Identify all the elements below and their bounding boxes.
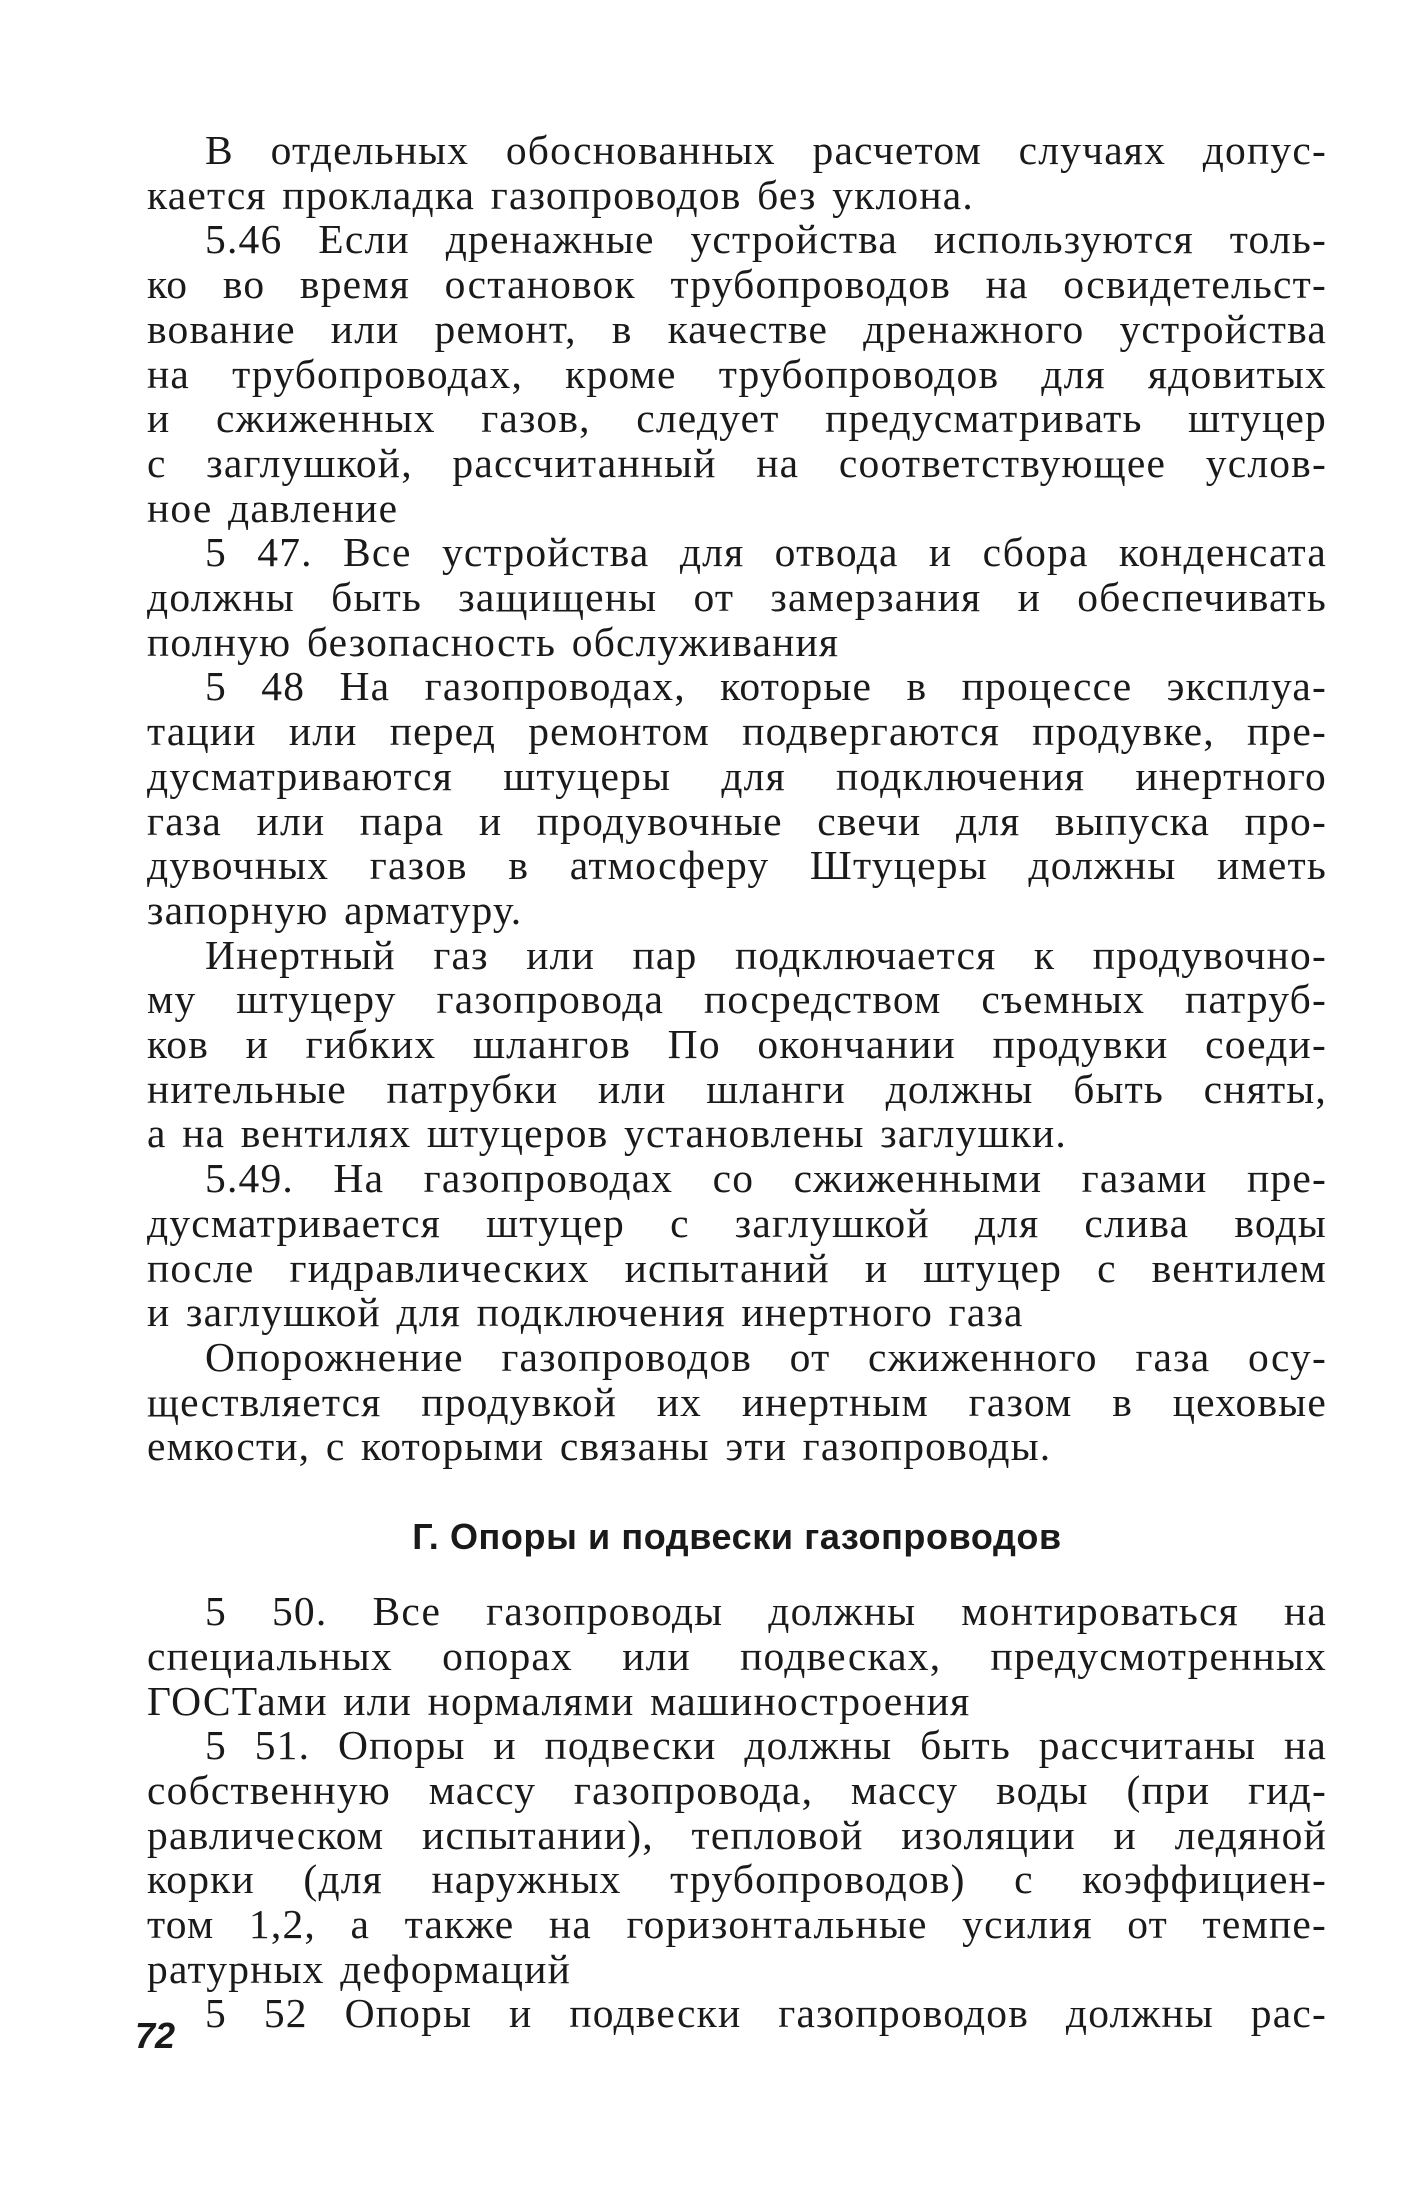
text-line: кается прокладка газопроводов без уклона. (147, 171, 974, 218)
text-line: В отдельных обоснованных расчетом случаях допус- (205, 127, 1327, 173)
text-line: дувочных газов в атмосферу Штуцеры должны иметь (147, 842, 1327, 889)
text-line: запорную арматуру. (147, 886, 523, 933)
text-line: на трубопроводах, кроме трубопроводов для ядовитых (147, 350, 1327, 397)
paragraph (147, 1156, 1327, 1335)
text-line: равлическом испытании), тепловой изоляции и ледяной (147, 1811, 1327, 1858)
paragraph (147, 128, 1327, 217)
text-line: специальных опорах или подвесках, предусмотренных (147, 1632, 1327, 1679)
text-line: Опорожнение газопроводов от сжиженного газа осу- (205, 1333, 1327, 1380)
paragraph (147, 1991, 1327, 2036)
document-page (147, 128, 1327, 2036)
text-line: ществляется продувкой их инертным газом в цеховые (147, 1378, 1327, 1425)
section-heading: Г. Опоры и подвески газопроводов (412, 1516, 1062, 1558)
text-line: должны быть защищены от замерзания и обеспечивать (147, 574, 1327, 621)
paragraph (147, 1723, 1327, 1991)
text-line: ное давление (147, 484, 399, 531)
paragraph (147, 530, 1327, 664)
paragraph (147, 217, 1327, 530)
text-line: ратурных деформаций (147, 1945, 572, 1992)
text-line: корки (для наружных трубопроводов) с коэффициен- (147, 1856, 1327, 1903)
text-line: 5.49. На газопроводах со сжиженными газами пре- (205, 1155, 1327, 1202)
text-line: 5 47. Все устройства для отвода и сбора конденсата (205, 529, 1327, 576)
paragraph (147, 1335, 1327, 1469)
text-line: после гидравлических испытаний и штуцер с вентилем (147, 1244, 1327, 1291)
text-line: Инертный газ или пар подключается к продувочно- (205, 931, 1327, 978)
text-line: том 1,2, а также на горизонтальные усилия от темпе- (147, 1901, 1327, 1948)
text-line: полную безопасность обслуживания (147, 618, 840, 665)
text-line: ков и гибких шлангов По окончании продувки соеди- (147, 1021, 1327, 1068)
text-line: 5 48 На газопроводах, которые в процессе эксплуа- (205, 663, 1327, 710)
paragraph (147, 664, 1327, 932)
text-line: дусматривается штуцер с заглушкой для слива воды (147, 1199, 1327, 1246)
text-line: нительные патрубки или шланги должны быть сняты, (147, 1065, 1327, 1112)
text-line: дусматриваются штуцеры для подключения инертного (147, 752, 1327, 799)
text-line: с заглушкой, рассчитанный на соответствующее услов- (147, 439, 1327, 486)
text-line: емкости, с которыми связаны эти газопроводы. (147, 1423, 1052, 1470)
text-line: 5.46 Если дренажные устройства используются толь- (205, 216, 1327, 263)
text-line: ГОСТами или нормалями машиностроения (147, 1677, 971, 1724)
text-line: а на вентилях штуцеров установлены заглушки. (147, 1110, 1067, 1157)
text-line: собственную массу газопровода, массу воды (при гид- (147, 1766, 1327, 1813)
text-line: газа или пара и продувочные свечи для выпуска про- (147, 797, 1327, 844)
body-text-after-heading (147, 1589, 1327, 2036)
text-line: вование или ремонт, в качестве дренажного устройства (147, 305, 1327, 352)
text-line: 5 51. Опоры и подвески должны быть рассчитаны на (205, 1722, 1327, 1769)
text-line: 5 50. Все газопроводы должны монтироваться на (205, 1588, 1327, 1635)
page-number: 72 (135, 2015, 176, 2056)
text-line: и сжиженных газов, следует предусматривать штуцер (147, 395, 1327, 442)
text-line: му штуцеру газопровода посредством съемных патруб- (147, 976, 1327, 1023)
paragraph (147, 1589, 1327, 1723)
text-line: 5 52 Опоры и подвески газопроводов должны рас- (205, 1990, 1327, 2037)
text-line: ко во время остановок трубопроводов на освидетельст- (147, 261, 1327, 308)
paragraph (147, 933, 1327, 1157)
body-text-before-heading (147, 128, 1327, 1469)
text-line: и заглушкой для подключения инертного газа (147, 1289, 1024, 1336)
text-line: тации или перед ремонтом подвергаются продувке, пре- (147, 708, 1327, 755)
